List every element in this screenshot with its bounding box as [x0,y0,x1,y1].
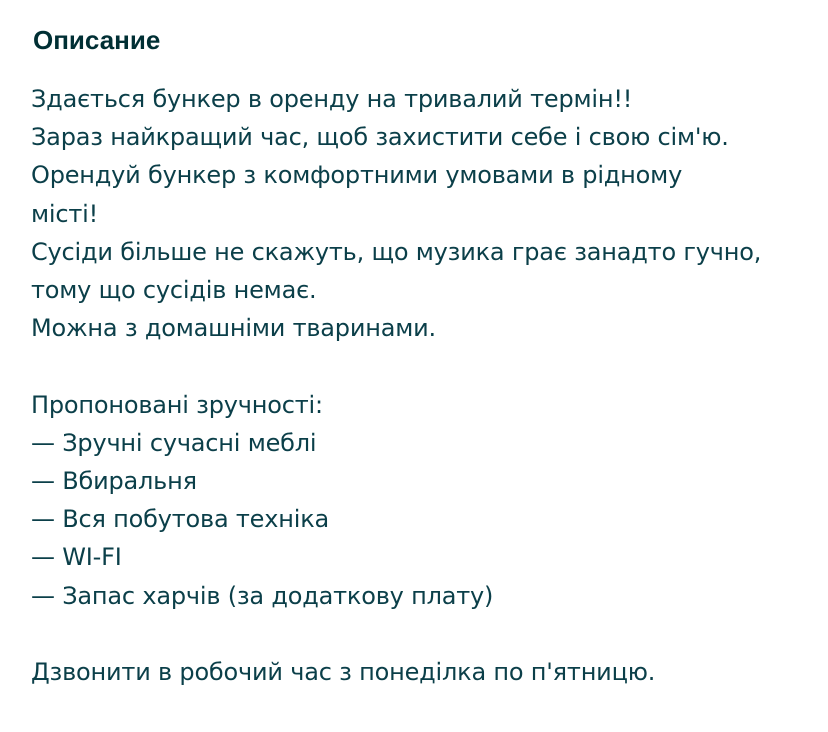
section-title: Описание [33,25,161,55]
description-line: Можна з домашніми тваринами. [31,314,436,343]
contact-hours-text: Дзвонити в робочий час з понеділка по п'ятницю. [31,658,656,687]
amenities-heading: Пропоновані зручності: [31,390,323,419]
amenity-item: — Запас харчів (за додаткову плату) [31,581,494,610]
amenity-item: — Вся побутова техніка [31,505,329,534]
amenity-item: — Зручні сучасні меблі [31,428,317,457]
paragraph-gap [31,615,798,653]
description-line: Орендуй бункер з комфортними умовами в рідному [31,161,683,190]
description-text [31,80,798,691]
description-line: Зараз найкращий час, щоб захистити себе і свою сім'ю. [31,123,729,152]
description-line: Здається бункер в оренду на тривалий термін!! [31,85,633,113]
amenity-item: — Вбиральня [31,467,197,496]
description-line: місті! [31,199,99,228]
description-line: Сусіди більше не скажуть, що музика грає занадто гучно, [31,237,762,266]
amenity-item: — WI-FI [31,543,122,572]
paragraph-gap [31,347,798,385]
description-line: тому що сусідів немає. [31,276,317,305]
